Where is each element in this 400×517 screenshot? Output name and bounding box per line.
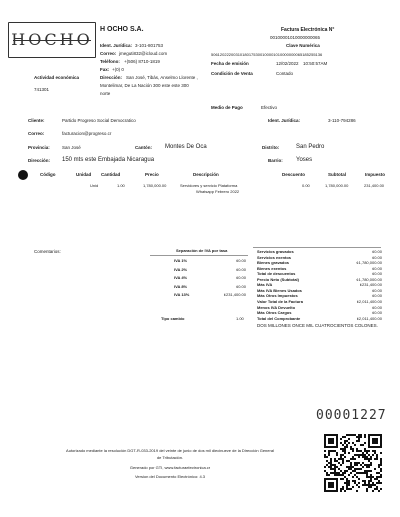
totals-rule-top <box>253 247 381 248</box>
totals-row-label: Bienes exentos <box>257 265 287 271</box>
totals-row-value: ¢0.00 <box>371 293 382 299</box>
totals-row-value: ¢2,011,400.00 <box>356 315 382 321</box>
vat-table-rule <box>150 255 248 256</box>
totals-row-label: Servicios exentos <box>257 254 292 260</box>
company-ident-label: Ident. Jurídica: <box>100 43 133 48</box>
vat-row-value: ¢0.00 <box>235 258 246 263</box>
footer-resolution-line2: de Tributación. <box>156 455 184 460</box>
footer-version: Version del Documento Electrónico: 4.3 <box>134 474 206 479</box>
exchange-rate-label: Tipo cambio <box>161 316 185 321</box>
vat-row-label: IVA 4% <box>174 275 188 280</box>
invoice-time-value: 10:50:57AM <box>303 61 328 66</box>
col-header-precio: Precio <box>145 172 159 177</box>
totals-row-label: Valor Total de la Factura <box>257 298 303 304</box>
client-address-label: Dirección: <box>28 158 51 163</box>
footer-generated-by: Generado por GTI, www.facturaelectronica.cr <box>129 465 211 470</box>
client-label: Cliente: <box>28 118 45 123</box>
cell-descuento: 0.00 <box>302 183 310 188</box>
province-label: Provincia: <box>28 145 50 150</box>
col-header-descuento: Descuento <box>282 172 306 177</box>
cell-impuesto: 231,400.00 <box>364 183 385 188</box>
qr-code <box>324 434 382 492</box>
totals-row-value: ¢2,011,400.00 <box>356 298 382 304</box>
invoice-date-value: 12/02/2022 <box>276 61 299 66</box>
totals-row-label: Más Otros Cargos <box>257 310 292 316</box>
vat-row-label: IVA 13% <box>174 292 190 297</box>
sale-condition-value: Contado <box>276 71 294 76</box>
company-address-label: Dirección: <box>100 75 123 80</box>
district-value: San Pedro <box>296 144 325 150</box>
col-header-impuesto: Impuesto <box>365 172 386 177</box>
vat-row-value: ¢0.00 <box>235 283 246 289</box>
canton-value: Montes De Oca <box>165 144 207 150</box>
company-fax-value: +(0) 0 <box>112 67 124 72</box>
col-header-codigo: Código <box>40 172 56 177</box>
vat-row-label: IVA 1% <box>174 258 188 263</box>
company-logo <box>8 22 96 58</box>
vat-row-label: IVA 8% <box>174 283 188 289</box>
company-name: H OCHO S.A. <box>100 26 144 33</box>
totals-row-value: ¢0.00 <box>371 254 382 260</box>
totals-row-value: ¢0.00 <box>371 271 382 277</box>
totals-row-label: Precio Neto (Subtotal) <box>257 276 300 282</box>
client-address-value: 150 mts este Embajada Nicaragua <box>62 157 155 163</box>
totals-row-value: ¢231,400.00 <box>359 282 382 288</box>
invoice-number: 00100001010000000065 <box>270 35 321 40</box>
company-address-line3: norte <box>100 91 111 96</box>
company-ident-value: 3-101-801753 <box>135 43 164 48</box>
totals-row-value: ¢0.00 <box>371 265 382 271</box>
company-phone-value: +(506) 8710-1819 <box>124 59 160 64</box>
vat-row-value: ¢231,400.00 <box>223 292 246 297</box>
totals-row-value: ¢1,780,000.00 <box>356 260 382 266</box>
client-ident-value: 3-110-794286 <box>328 118 356 123</box>
col-header-cantidad: Cantidad <box>101 172 121 177</box>
cell-descripcion-line2: Whatsapp Febrero 2022 <box>196 189 240 194</box>
col-header-subtotal: Subtotal <box>328 172 346 177</box>
comments-label: Comentarios: <box>34 249 61 254</box>
client-value: Partido Progreso Social Democratico <box>62 118 136 123</box>
totals-row-label: Más IVA Bienes Usados <box>257 287 302 293</box>
cell-cantidad: 1.00 <box>117 183 125 188</box>
client-email-value[interactable]: facturacion@progreso.cr <box>62 131 112 136</box>
company-phone-label: Teléfono: <box>100 59 120 64</box>
invoice-key-value: 50612022200310180175300100001010000000065185255136 <box>211 52 323 57</box>
company-email-value[interactable]: jmeguti832@icloud.com <box>119 51 168 56</box>
logo-text: HOCHO <box>11 30 93 49</box>
totals-row-value: ¢0.00 <box>371 249 382 254</box>
invoice-date-label: Fecha de emisión <box>211 61 249 66</box>
totals-row-value: ¢0.00 <box>371 310 382 316</box>
totals-row-label: Más IVA <box>257 282 273 288</box>
invoice-key-label: Clave Numérica <box>286 43 320 48</box>
serial-number-stamp: 00001227 <box>316 408 387 423</box>
company-email-label: Correo: <box>100 51 117 56</box>
amount-in-words: DOS MILLONES ONCE MIL CUATROCIENTOS COLONES. <box>257 323 378 328</box>
punch-mark-top <box>18 170 28 180</box>
totals-row-label: Servicios gravados <box>257 249 294 254</box>
totals-row-label: Bienes gravados <box>257 260 290 266</box>
cell-subtotal: 1,780,000.00 <box>325 183 349 188</box>
sale-condition-label: Condición de Venta <box>211 71 253 76</box>
cell-unidad: Unid <box>90 183 99 188</box>
totals-row-value: ¢0.00 <box>371 287 382 293</box>
district-label: Distrito: <box>262 145 280 150</box>
vat-row-value: ¢0.00 <box>235 266 246 272</box>
company-address-line1: San José, Tibás, Anselmo Llorente , <box>126 75 198 80</box>
canton-label: Cantón: <box>135 145 152 150</box>
barrio-label: Barrio: <box>268 158 283 163</box>
totals-row-label: Total del Comprobante <box>257 315 301 321</box>
client-ident-label: Ident. Jurídica: <box>268 118 301 123</box>
exchange-rate-value: 1.00 <box>236 316 244 321</box>
vat-table-title: Separación de IVA por tasa <box>176 248 228 253</box>
payment-method-label: Medio de Pago <box>211 105 243 110</box>
activity-label: Actividad económica <box>34 75 80 80</box>
payment-method-value: Efectivo <box>261 105 278 110</box>
col-header-descripcion: Descripción <box>193 172 219 177</box>
cell-precio: 1,780,000.00 <box>143 183 167 188</box>
footer-resolution-line1: Autorizado mediante la resolución DGT-R-033-2019 del veinte de junio de dos mil diecinueve de la Dirección General <box>66 448 274 453</box>
company-address-line2: Montelimar, De La Nación 300 este este 300 <box>100 83 189 88</box>
barrio-value: Yoses <box>296 157 313 163</box>
province-value: San José <box>62 145 81 150</box>
totals-row-label: Total de descuentos <box>257 271 296 277</box>
activity-value: 741301 <box>34 87 50 92</box>
totals-row-label: Menos IVA Devuelto <box>257 304 296 310</box>
totals-row-value: ¢1,780,000.00 <box>356 276 382 282</box>
vat-row-value: ¢0.00 <box>235 275 246 280</box>
invoice-title: Factura Electrónica N° <box>281 27 335 33</box>
company-fax-label: Fax: <box>100 67 110 72</box>
vat-row-label: IVA 2% <box>174 266 188 272</box>
totals-row-label: Más Otros Impuestos <box>257 293 298 299</box>
cell-descripcion-line1: Servidores y servicio Plataforma <box>180 183 238 188</box>
col-header-unidad: Unidad <box>76 172 92 177</box>
totals-row-value: ¢0.00 <box>371 304 382 310</box>
client-email-label: Correo: <box>28 131 45 136</box>
